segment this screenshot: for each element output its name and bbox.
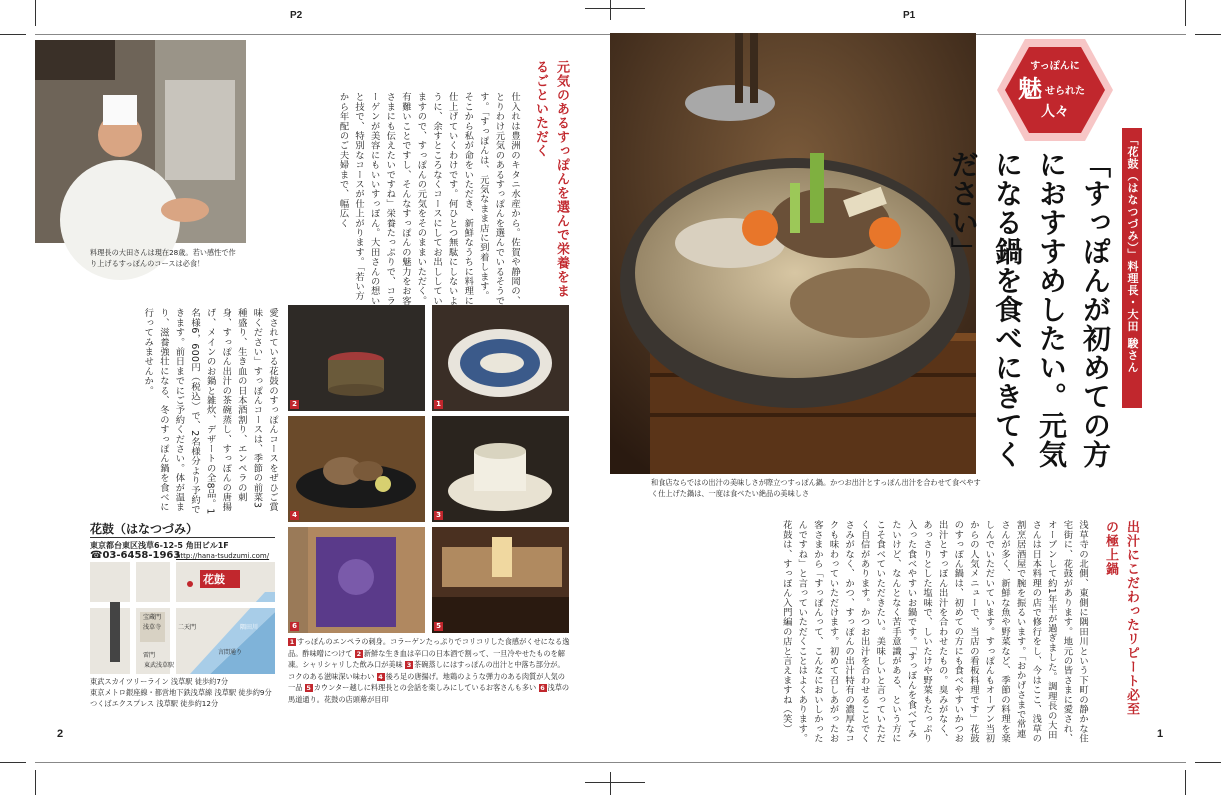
caption-number: 5	[306, 684, 311, 692]
headline	[947, 150, 1117, 495]
photo-storefront	[288, 527, 425, 633]
access-line: つくばエクスプレス 浅草駅 徒歩約12分	[90, 699, 219, 708]
p1-body-text: 浅草寺の北側、東側に隅田川という下町の静かな住宅街に、花鼓があります。地元の皆さまに愛され、オープンして約1年半が過ぎました。調理長の大田さんは日本料理の店で修行をし、今はここ、浅草の割烹居酒屋で腕を振るいます。「おかげさまで常連さんが多く、新鮮な魚や野菜など、季節の料理を楽しんでいただいています。すっぽんもオープン当初からの人気メニューで、当店の看板料理です」花鼓のすっぽん鍋は、初めての方にも食べやすいかつお出汁とすっぽん出汁を合わせたもの。臭みがなく、あっさりとした塩味で、しいたけや野菜もたっぷり入った食べやすいお鍋です。「すっぽんを食べてみたいけど、なんとなく苦手意識がある、という方にこそ食べていただきたい。美味しいと言っていただく自信があります。かつお出汁を合わせることでくさみがなく、かつ、すっぽんの出汁特有の濃厚なコクも味わっていただけます。初めて召しあがったお客さまから「すっぽんって、こんなにおいしかったんですね」と言っていただくことはよくあります。花鼓は、すっぽん入門編の店と言えますね（笑）	[780, 520, 1088, 744]
shop-url[interactable]: http://hana-tsudzumi.com/	[176, 552, 270, 560]
crop-mark	[1195, 762, 1221, 763]
left-page-label: P2	[290, 10, 303, 21]
access-line: 東京メトロ銀座線・都営地下鉄浅草線 浅草駅 徒歩約9分	[90, 688, 272, 697]
caption-text: 茶碗蒸しにはすっぽんの出汁と中落ち部分が。コクのある滋味深い味わい	[288, 660, 565, 681]
hotpot-photo	[610, 33, 976, 474]
crop-mark	[585, 8, 645, 9]
info-rule	[90, 537, 275, 538]
p1-body	[640, 520, 1090, 748]
p2-body-2	[90, 308, 280, 516]
emblem-badge	[995, 35, 1115, 145]
map-label: 東武浅草駅	[144, 662, 175, 669]
emblem-line1: すっぽんに	[1030, 61, 1080, 72]
right-page-label: P1	[903, 10, 916, 21]
shop-tel: ☎03-6458-1963	[90, 550, 181, 561]
photo-sashimi	[432, 305, 569, 411]
crop-mark	[0, 762, 26, 763]
chef-tag	[1122, 128, 1142, 408]
photo-chawanmushi	[432, 416, 569, 522]
caption-number: 4	[378, 672, 383, 681]
headline-text: 「すっぽんが初めての方におすすめしたい。元気になる鍋を食べにきてください」	[947, 150, 1112, 469]
caption-number: 2	[356, 649, 362, 658]
crop-mark	[1195, 34, 1221, 35]
crop-mark	[610, 772, 611, 795]
photo-number: 1	[434, 400, 443, 409]
map-shop-label: 花鼓	[203, 573, 225, 586]
photo-number: 3	[434, 511, 443, 520]
photo-captions	[288, 636, 570, 705]
p2-body	[252, 92, 522, 307]
chef-photo	[35, 40, 246, 243]
caption-number: 6	[540, 684, 545, 692]
crop-mark	[1185, 770, 1186, 795]
crop-mark	[35, 770, 36, 795]
left-page-number: 2	[57, 728, 64, 740]
emblem-line3: 人々	[1041, 104, 1069, 120]
photo-karaage	[288, 416, 425, 522]
photo-number: 2	[290, 400, 299, 409]
p2-heading-text: 元気のあるすっぽんを選んで栄養をまるごといただく	[533, 60, 569, 298]
caption-number: 3	[406, 661, 412, 669]
caption-text: 後ろ足の唐揚げ。地鶏のような弾力のある肉質が人気の一品	[288, 671, 565, 692]
shop-name: 花鼓（はなつづみ）	[90, 522, 199, 536]
photo-number: 4	[290, 511, 299, 520]
photo-number: 6	[290, 622, 299, 631]
p2-heading	[526, 60, 572, 300]
crop-mark	[1185, 0, 1186, 26]
emblem-big: 魅	[1018, 74, 1042, 103]
emblem-line2: せられた	[1045, 86, 1085, 97]
chef-caption: 料理長の大田さんは現在28歳。若い感性で作り上げるすっぽんのコースは必食！	[90, 248, 236, 268]
p1-heading-text: 出汁にこだわったリピート必至の極上鍋	[1103, 520, 1139, 716]
map-label: 隅田川	[240, 624, 259, 631]
right-page-number: 1	[1157, 728, 1164, 740]
map-label: 言問通り	[218, 649, 243, 656]
map-label: 浅草寺	[143, 624, 162, 631]
p2-body-text: 仕入れは豊洲のキタニ水産から。佐賀や静岡の、とりわけ元気のあるすっぽんを選んでいるそうです。「すっぽんは、元気なまま店に到着します。そこから私が命をいただき、新鮮なうちに料理に仕上げていくわけです。何ひとつ無駄にしないように、余すところなくコースにしてお出ししていますので、すっぽんの元気をそのままいただく。有難いことですし、そんなすっぽんの魅力をお客さまにも伝えたいですね」栄養たっぷりで、コラーゲンが美容にもいいすっぽん。大田さんの想いと技で、特別なコースが仕上がります。「若い方から年配のご夫婦まで、幅広く	[337, 92, 520, 306]
chef-tag-text: 「花鼓（はなつづみ）」料理長・大田 駿さん	[1126, 134, 1139, 374]
map-label: 宝蔵門	[143, 614, 162, 621]
caption-text: 浅草の馬道通り。花鼓の店頭幕が目印	[288, 683, 570, 704]
caption-text: すっぽんのエンペラの刺身。コラーゲンたっぷりでコリコリした食感がくせになる逸品。酢味噌につけて	[288, 637, 570, 658]
photo-counter	[432, 527, 569, 633]
p2-body2-text: 愛されている花鼓のすっぽんコースをぜひご賞味ください」すっぽんコースは、季節の前菜3種盛り、生き血の日本酒割り、エンペラの刺身、すっぽん出汁の茶碗蒸し、すっぽんの唐揚げ、メインのお鍋と雑炊、デザートの全8品。1名様6，600円（税込）で、2名様分より予約できます。前日までにご予約ください。体が温まり、滋養強壮になる、冬のすっぽん鍋を食べに行ってみませんか。	[142, 308, 278, 515]
crop-mark	[35, 0, 36, 26]
crop-mark	[585, 782, 645, 783]
map-label: 雷門	[143, 652, 156, 659]
access-map	[90, 562, 275, 674]
p1-heading	[1100, 520, 1142, 720]
access-list	[90, 676, 272, 709]
photo-number: 5	[434, 622, 443, 631]
crop-mark	[0, 34, 26, 35]
caption-text: 新鮮な生き血は辛口の日本酒で割って、一旦冷やせたものを解凍。シャリシャリした飲み口が美味	[288, 648, 565, 669]
crop-mark	[610, 0, 611, 20]
photo-sake-blood	[288, 305, 425, 411]
access-line: 東武スカイツリーライン 浅草駅 徒歩約7分	[90, 677, 229, 686]
hotpot-caption: 和食店ならではの出汁の美味しさが際立つすっぽん鍋。かつお出汁とすっぽん出汁を合わせて食べやすく仕上げた鍋は、一度は食べたい絶品の美味しさ	[651, 478, 981, 498]
caption-number: 1	[289, 638, 295, 646]
caption-text: カウンター越しに料理長との会話を楽しみにしているお客さんも多い	[313, 683, 537, 692]
shop-address: 東京都台東区浅草6-12-5 角田ビル1F	[90, 541, 229, 550]
map-label: 二天門	[178, 624, 197, 631]
